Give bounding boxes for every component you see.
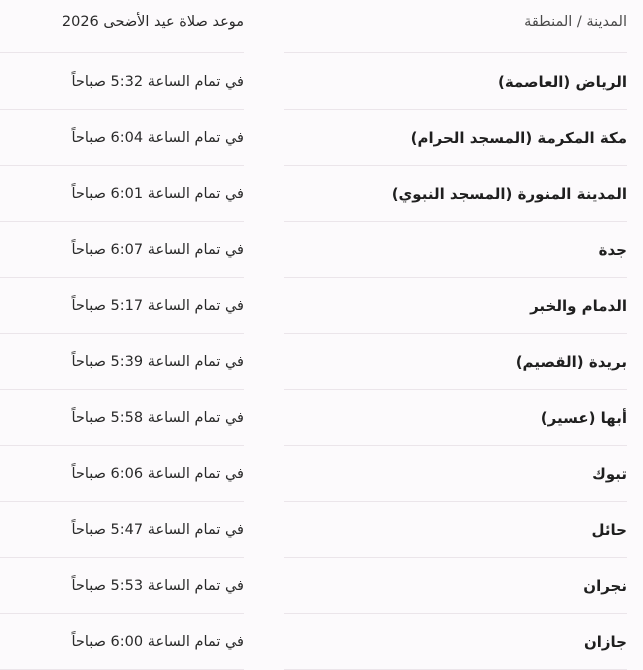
time-cell: في تمام الساعة 5:39 صباحاً [0,334,244,390]
city-cell: جدة [284,222,627,278]
time-cell: في تمام الساعة 6:06 صباحاً [0,446,244,502]
table-row [0,54,627,110]
table-row [0,334,627,390]
time-cell: في تمام الساعة 5:17 صباحاً [0,278,244,334]
table-row [0,222,627,278]
time-cell: في تمام الساعة 6:04 صباحاً [0,110,244,166]
table-row [0,614,627,670]
time-cell: في تمام الساعة 5:47 صباحاً [0,502,244,558]
city-cell: الرياض (العاصمة) [284,54,627,110]
city-cell: الدمام والخبر [284,278,627,334]
time-cell: في تمام الساعة 5:58 صباحاً [0,390,244,446]
city-cell: بريدة (القصيم) [284,334,627,390]
table-row [0,166,627,222]
city-cell: نجران [284,558,627,614]
table-row [0,278,627,334]
column-header-time: موعد صلاة عيد الأضحى 2026 [0,0,244,53]
city-cell: مكة المكرمة (المسجد الحرام) [284,110,627,166]
table-row [0,502,627,558]
table-row [0,110,627,166]
city-cell: أبها (عسير) [284,390,627,446]
city-cell: جازان [284,614,627,670]
time-cell: في تمام الساعة 5:53 صباحاً [0,558,244,614]
city-cell: المدينة المنورة (المسجد النبوي) [284,166,627,222]
table-header-row [0,0,627,54]
column-header-city: المدينة / المنطقة [284,0,627,53]
time-cell: في تمام الساعة 6:00 صباحاً [0,614,244,670]
table-row [0,446,627,502]
time-cell: في تمام الساعة 5:32 صباحاً [0,54,244,110]
city-cell: حائل [284,502,627,558]
table-row [0,390,627,446]
time-cell: في تمام الساعة 6:01 صباحاً [0,166,244,222]
table-row [0,558,627,614]
time-cell: في تمام الساعة 6:07 صباحاً [0,222,244,278]
city-cell: تبوك [284,446,627,502]
